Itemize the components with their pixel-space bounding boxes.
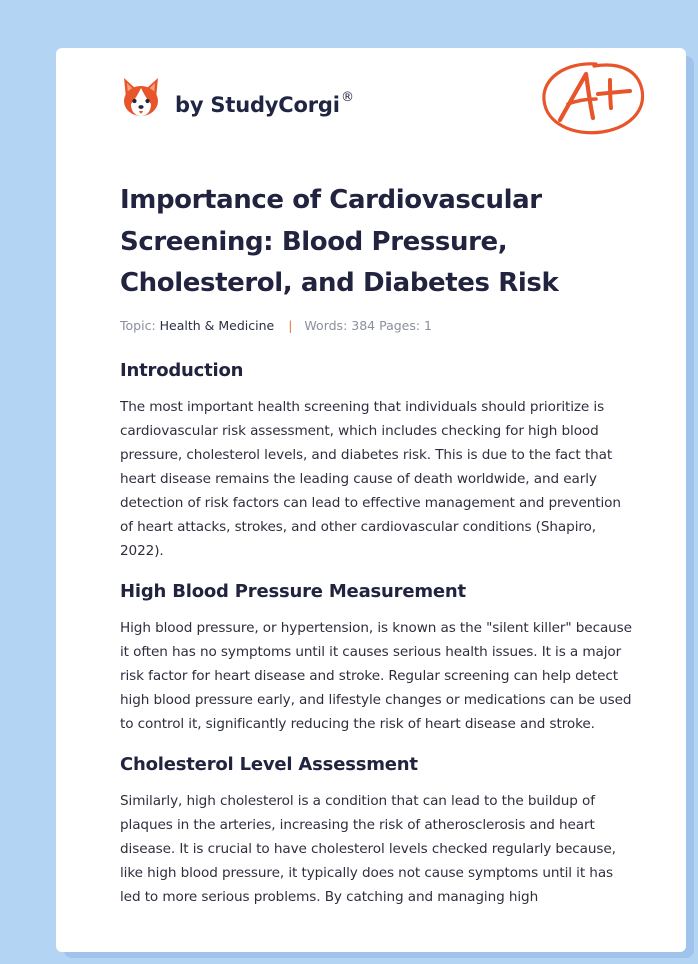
document-meta	[120, 317, 632, 335]
corgi-logo-icon	[120, 74, 162, 120]
word-count: Words: 384	[304, 317, 376, 333]
meta-separator: |	[288, 317, 293, 333]
section-heading-cholesterol: Cholesterol Level Assessment	[120, 753, 418, 775]
topic-label: Topic:	[120, 317, 156, 333]
topic-link[interactable]: Health & Medicine	[159, 317, 275, 333]
document-header	[56, 48, 686, 158]
section-heading-introduction: Introduction	[120, 359, 244, 381]
section-body-blood-pressure: High blood pressure, or hypertension, is known as the "silent killer" because it often has no symptoms until it causes serious health issues. It is a major risk factor for heart disease and stroke. Regular screening can help detect high blood pressure early, and lifestyle changes or medications can be used to control it, significantly reducing the risk of heart disease and stroke.	[120, 619, 632, 732]
registered-mark: ®	[341, 90, 354, 105]
section-body-introduction: The most important health screening that individuals should prioritize is cardiovascular risk assessment, which includes checking for high blood pressure, cholesterol levels, and diabetes risk. This is due to the fact that heart disease remains the leading cause of death worldwide, and early detection of risk factors can lead to effective management and prevention of heart attacks, strokes, and other cardiovascular conditions (Shapiro, 2022).	[120, 398, 621, 559]
section-body-cholesterol: Similarly, high cholesterol is a condition that can lead to the buildup of plaques in the arteries, increasing the risk of atherosclerosis and heart disease. It is crucial to have cholesterol levels checked regularly because, like high blood pressure, it typically does not cause symptoms until it has led to more serious problems. By catching and managing high	[120, 792, 616, 905]
document-title: Importance of Cardiovascular Screening: Blood Pressure, Cholesterol, and Diabetes Risk	[120, 185, 559, 298]
document-page	[56, 48, 686, 952]
section-heading-blood-pressure: High Blood Pressure Measurement	[120, 580, 466, 602]
a-plus-grade-icon	[536, 58, 650, 140]
page-count: Pages: 1	[379, 317, 433, 333]
document-content	[120, 180, 632, 909]
brand-name[interactable]: by StudyCorgi	[175, 93, 340, 117]
